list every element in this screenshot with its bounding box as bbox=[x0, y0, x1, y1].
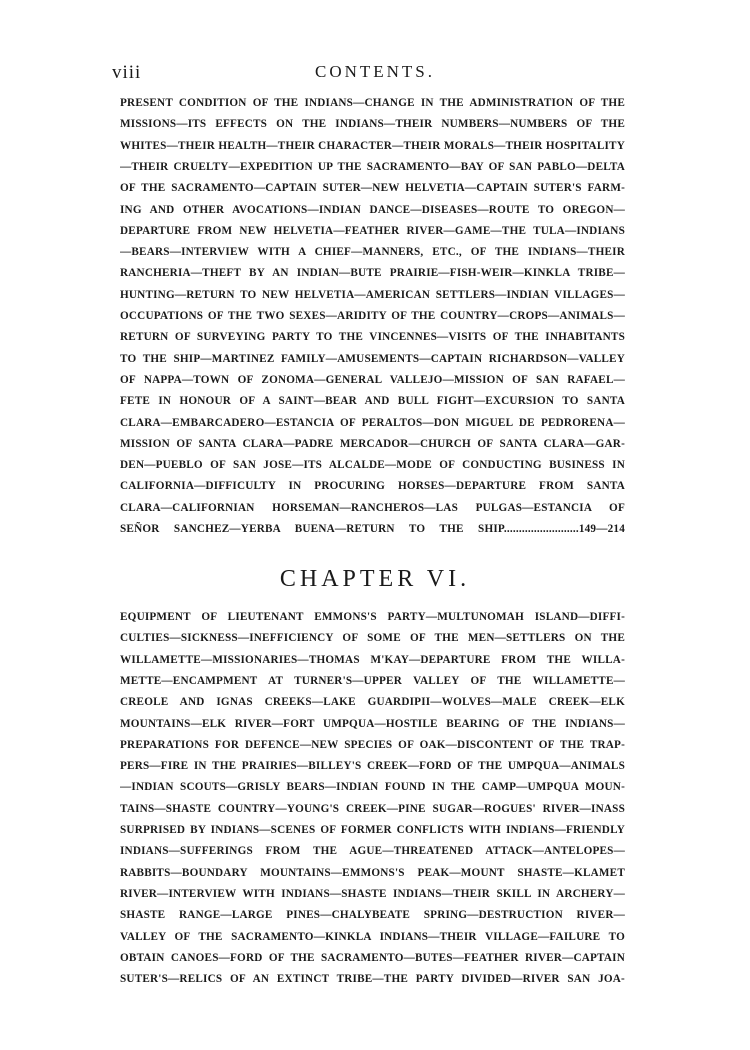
summary-line: METTE—ENCAMPMENT AT TURNER'S—UPPER VALLEY OF THE WILLAMETTE— bbox=[120, 674, 625, 687]
summary-line: CREOLE AND IGNAS CREEKS—LAKE GUARDIPII—WOLVES—MALE CREEK—ELK bbox=[120, 696, 625, 709]
summary-line: HUNTING—RETURN TO NEW HELVETIA—AMERICAN SETTLERS—INDIAN VILLAGES— bbox=[120, 288, 625, 301]
summary-line: TO THE SHIP—MARTINEZ FAMILY—AMUSEMENTS—CAPTAIN RICHARDSON—VALLEY bbox=[120, 352, 625, 365]
summary-line: —THEIR CRUELTY—EXPEDITION UP THE SACRAMENTO—BAY OF SAN PABLO—DELTA bbox=[120, 160, 625, 173]
summary-line: WILLAMETTE—MISSIONARIES—THOMAS M'KAY—DEPARTURE FROM THE WILLA- bbox=[120, 653, 625, 666]
summary-line: EQUIPMENT OF LIEUTENANT EMMONS'S PARTY—MULTUNOMAH ISLAND—DIFFI- bbox=[120, 611, 625, 623]
summary-line: PRESENT CONDITION OF THE INDIANS—CHANGE IN THE ADMINISTRATION OF THE bbox=[120, 97, 625, 109]
summary-line: MISSION OF SANTA CLARA—PADRE MERCADOR—CHURCH OF SANTA CLARA—GAR- bbox=[120, 437, 625, 450]
summary-line: VALLEY OF THE SACRAMENTO—KINKLA INDIANS—THEIR VILLAGE—FAILURE TO bbox=[120, 930, 625, 943]
summary-line: OCCUPATIONS OF THE TWO SEXES—ARIDITY OF THE COUNTRY—CROPS—ANIMALS— bbox=[120, 310, 625, 322]
summary-line: ING AND OTHER AVOCATIONS—INDIAN DANCE—DISEASES—ROUTE TO OREGON— bbox=[120, 203, 625, 216]
summary-line: MOUNTAINS—ELK RIVER—FORT UMPQUA—HOSTILE BEARING OF THE INDIANS— bbox=[120, 717, 625, 730]
summary-line: DEPARTURE FROM NEW HELVETIA—FEATHER RIVER—GAME—THE TULA—INDIANS bbox=[120, 224, 625, 237]
chapter-heading: CHAPTER VI. bbox=[279, 566, 471, 592]
summary-line: SUTER'S—RELICS OF AN EXTINCT TRIBE—THE PARTY DIVIDED—RIVER SAN JOA- bbox=[120, 973, 625, 986]
summary-line: RIVER—INTERVIEW WITH INDIANS—SHASTE INDIANS—THEIR SKILL IN ARCHERY— bbox=[120, 887, 625, 900]
summary-line: WHITES—THEIR HEALTH—THEIR CHARACTER—THEIR MORALS—THEIR HOSPITALITY bbox=[120, 139, 625, 152]
summary-line: OF THE SACRAMENTO—CAPTAIN SUTER—NEW HELVETIA—CAPTAIN SUTER'S FARM- bbox=[120, 182, 625, 195]
summary-line: SHASTE RANGE—LARGE PINES—CHALYBEATE SPRING—DESTRUCTION RIVER— bbox=[120, 909, 625, 922]
summary-line: MISSIONS—ITS EFFECTS ON THE INDIANS—THEIR NUMBERS—NUMBERS OF THE bbox=[120, 118, 625, 131]
summary-line: INDIANS—SUFFERINGS FROM THE AGUE—THREATENED ATTACK—ANTELOPES— bbox=[120, 845, 625, 858]
summary-line: —BEARS—INTERVIEW WITH A CHIEF—MANNERS, ETC., OF THE INDIANS—THEIR bbox=[120, 246, 625, 259]
summary-line: CULTIES—SICKNESS—INEFFICIENCY OF SOME OF THE MEN—SETTLERS ON THE bbox=[120, 632, 625, 645]
summary-line: DEN—PUEBLO OF SAN JOSE—ITS ALCALDE—MODE OF CONDUCTING BUSINESS IN bbox=[120, 459, 625, 472]
summary-line: RABBITS—BOUNDARY MOUNTAINS—EMMONS'S PEAK—MOUNT SHASTE—KLAMET bbox=[120, 866, 625, 879]
summary-line: RETURN OF SURVEYING PARTY TO THE VINCENNES—VISITS OF THE INHABITANTS bbox=[120, 331, 625, 344]
summary-line: CLARA—CALIFORNIAN HORSEMAN—RANCHEROS—LAS PULGAS—ESTANCIA OF bbox=[120, 501, 625, 514]
summary-line: SURPRISED BY INDIANS—SCENES OF FORMER CONFLICTS WITH INDIANS—FRIENDLY bbox=[120, 824, 625, 836]
summary-line: —INDIAN SCOUTS—GRISLY BEARS—INDIAN FOUND IN THE CAMP—UMPQUA MOUN- bbox=[120, 781, 625, 794]
summary-line: OF NAPPA—TOWN OF ZONOMA—GENERAL VALLEJO—MISSION OF SAN RAFAEL— bbox=[120, 373, 625, 386]
summary-line: OBTAIN CANOES—FORD OF THE SACRAMENTO—BUTES—FEATHER RIVER—CAPTAIN bbox=[120, 951, 625, 964]
summary-line: TAINS—SHASTE COUNTRY—YOUNG'S CREEK—PINE SUGAR—ROGUES' RIVER—INASS bbox=[120, 802, 625, 815]
summary-line: FETE IN HONOUR OF A SAINT—BEAR AND BULL FIGHT—EXCURSION TO SANTA bbox=[120, 395, 625, 408]
summary-line: SEÑOR SANCHEZ—YERBA BUENA—RETURN TO THE SHIP.........................149—214 bbox=[120, 523, 625, 535]
running-head: CONTENTS. bbox=[314, 62, 436, 81]
summary-line: CALIFORNIA—DIFFICULTY IN PROCURING HORSES—DEPARTURE FROM SANTA bbox=[120, 480, 625, 493]
summary-line: PERS—FIRE IN THE PRAIRIES—BILLEY'S CREEK—FORD OF THE UMPQUA—ANIMALS bbox=[120, 760, 625, 773]
summary-line: RANCHERIA—THEFT BY AN INDIAN—BUTE PRAIRIE—FISH-WEIR—KINKLA TRIBE— bbox=[120, 267, 625, 280]
summary-line: CLARA—EMBARCADERO—ESTANCIA OF PERALTOS—DON MIGUEL DE PEDRORENA— bbox=[120, 416, 625, 429]
summary-line: PREPARATIONS FOR DEFENCE—NEW SPECIES OF OAK—DISCONTENT OF THE TRAP- bbox=[120, 738, 625, 751]
page-number: viii bbox=[112, 62, 142, 83]
